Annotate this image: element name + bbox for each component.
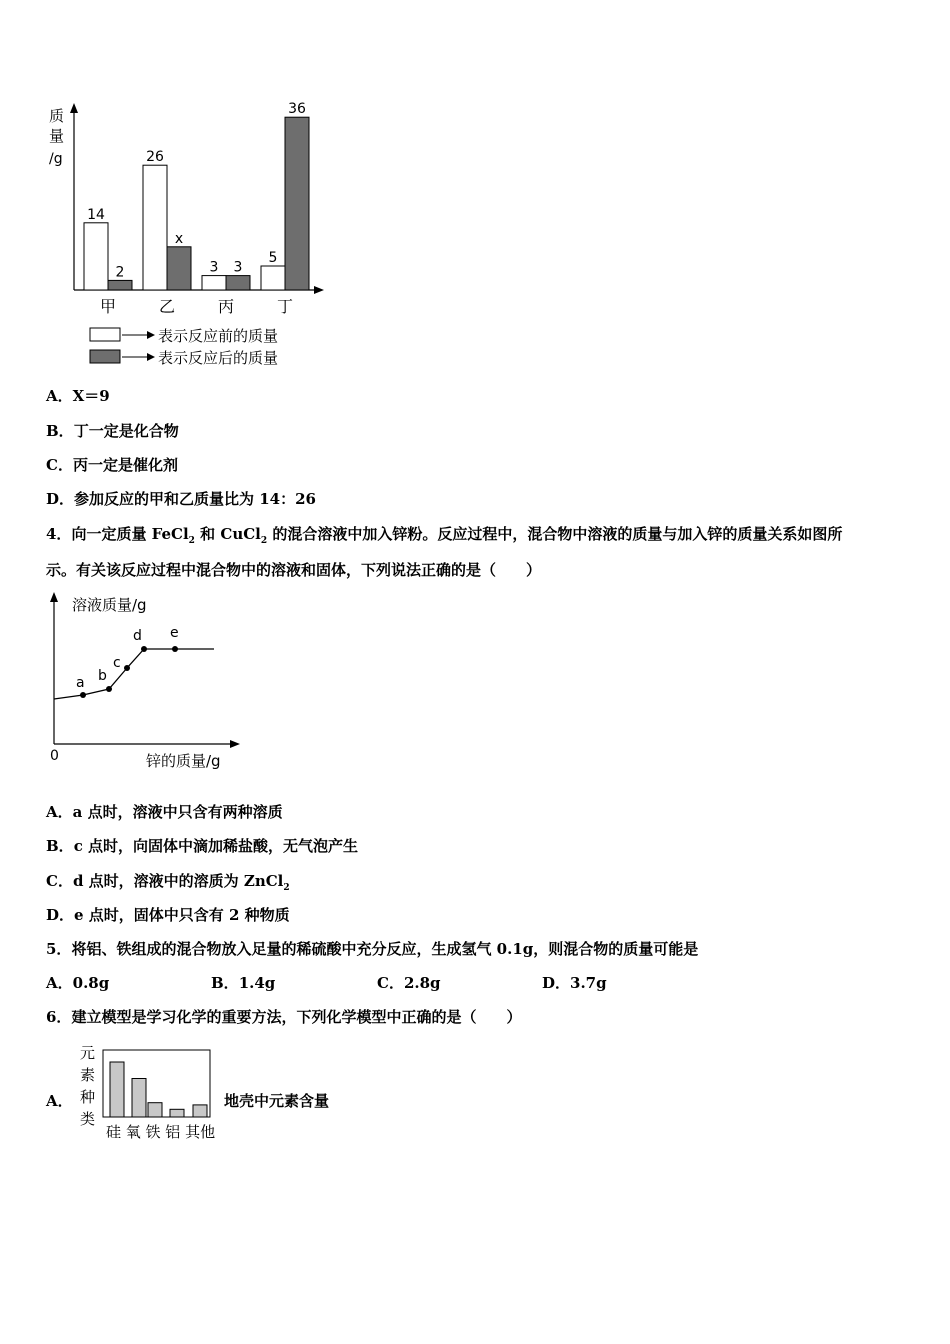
x-axis-category-labels: 硅 氧 铁 铝 其他 (106, 1123, 216, 1141)
option-letter: A． (46, 974, 73, 992)
q4-option-c[interactable] (46, 870, 290, 893)
point-a (80, 692, 86, 698)
point-label-d: d (133, 628, 142, 644)
bar-after (167, 247, 191, 290)
bar-value-label: 3 (233, 259, 243, 276)
bar-其他 (193, 1105, 207, 1117)
option-text: 3.7g (570, 974, 607, 992)
subscript: 2 (188, 536, 195, 546)
category-label: 丁 (276, 297, 294, 316)
q6-option-a-caption: 地壳中元素含量 (224, 1092, 330, 1110)
bar-before (84, 223, 108, 290)
bar-铝 (170, 1109, 184, 1117)
y-axis-label-char: 量 (49, 127, 65, 145)
q5-stem (46, 938, 698, 959)
bar-铁 (148, 1103, 162, 1117)
option-letter: D． (46, 490, 75, 508)
option-text: c 点时，向固体中滴加稀盐酸，无气泡产生 (73, 837, 359, 855)
q3-option-b[interactable] (46, 420, 179, 441)
option-text: 0.8g (72, 974, 110, 992)
option-letter: C． (46, 456, 73, 474)
option-letter: B． (211, 974, 239, 992)
point-d (141, 646, 147, 652)
stem-text: 将铝、铁组成的混合物放入足量的稀硫酸中充分反应，生成氢气 0.1g，则混合物的质量可能是 (71, 940, 699, 958)
q6-stem (46, 1006, 521, 1027)
option-text: 参加反应的甲和乙质量比为 14：26 (74, 490, 316, 508)
category-label: 丙 (217, 297, 235, 316)
bar-after (108, 280, 132, 290)
y-axis-label-char: 元 (80, 1044, 96, 1062)
y-axis-label-char: 素 (80, 1066, 96, 1084)
option-text: d 点时，溶液中的溶质为 ZnCl (72, 872, 284, 890)
option-letter: A． (46, 387, 73, 405)
q5-option-a[interactable] (46, 972, 109, 993)
option-text: 丁一定是化合物 (73, 422, 179, 440)
bar-value-label: x (174, 230, 184, 247)
x-axis-title: 锌的质量/g (146, 752, 221, 770)
legend-swatch-after (90, 350, 120, 363)
legend-swatch-before (90, 328, 120, 341)
bar-value-label: 36 (288, 101, 306, 118)
option-text: X＝9 (72, 387, 110, 405)
q4-stem-line1 (46, 523, 842, 546)
bar-after (285, 117, 309, 290)
q4-stem-line2 (46, 559, 541, 580)
point-label-e: e (170, 625, 179, 641)
y-axis-title: 溶液质量/g (72, 596, 147, 614)
mass-bar-chart (40, 95, 340, 375)
option-letter: C． (46, 872, 73, 890)
data-line (54, 649, 214, 699)
subscript: 2 (260, 536, 268, 546)
option-letter: A． (46, 803, 73, 821)
option-letter: B． (46, 837, 74, 855)
category-label: 甲 (99, 297, 117, 316)
point-label-c: c (113, 655, 121, 671)
legend-label-after: 表示反应后的质量 (158, 349, 279, 367)
y-axis-label-char: /g (49, 151, 63, 167)
point-c (124, 665, 130, 671)
point-label-b: b (98, 668, 107, 684)
q5-option-d[interactable] (542, 972, 607, 993)
legend-label-before: 表示反应前的质量 (158, 327, 279, 345)
option-text: 2.8g (403, 974, 441, 992)
q5-option-c[interactable] (377, 972, 441, 993)
q3-option-a[interactable] (46, 385, 110, 406)
stem-text: 的混合溶液中加入锌粉。反应过程中，混合物中溶液的质量与加入锌的质量关系如图所 (267, 525, 843, 543)
option-text: 1.4g (238, 974, 276, 992)
point-label-a: a (76, 675, 85, 691)
question-number: 4． (46, 525, 72, 543)
q3-option-c[interactable] (46, 454, 178, 475)
stem-text: 向一定质量 FeCl (71, 525, 189, 543)
q4-option-a[interactable] (46, 801, 283, 822)
solution-mass-line-chart (44, 590, 254, 770)
option-letter: B． (46, 422, 74, 440)
legend-arrow-head (147, 353, 155, 361)
option-text: 丙一定是催化剂 (72, 456, 178, 474)
x-axis-arrow (314, 286, 324, 294)
x-axis-arrow (230, 740, 240, 748)
category-label: 乙 (158, 297, 176, 316)
bar-before (202, 276, 226, 290)
bar-after (226, 276, 250, 290)
stem-text: 和 CuCl (194, 525, 261, 543)
question-number: 6． (46, 1008, 72, 1026)
subscript: 2 (283, 883, 290, 893)
option-letter: D． (542, 974, 571, 992)
q4-option-b[interactable] (46, 835, 358, 856)
point-e (172, 646, 178, 652)
q4-option-d[interactable] (46, 904, 290, 925)
y-axis-label-char: 质 (49, 107, 65, 125)
y-axis-label-char: 种 (80, 1088, 96, 1106)
option-letter: D． (46, 906, 75, 924)
bar-value-label: 3 (209, 259, 219, 276)
bar-氧 (132, 1079, 146, 1118)
y-axis-arrow (70, 103, 78, 113)
option-text: a 点时，溶液中只含有两种溶质 (72, 803, 283, 821)
bar-before (261, 266, 285, 290)
stem-text: 建立模型是学习化学的重要方法，下列化学模型中正确的是（ ） (71, 1008, 522, 1026)
q6-option-a-letter[interactable]: A． (46, 1092, 73, 1110)
y-axis-label-char: 类 (80, 1110, 96, 1128)
stem-text: 示。有关该反应过程中混合物中的溶液和固体，下列说法正确的是（ ） (46, 561, 542, 579)
origin-label: 0 (50, 748, 59, 764)
crust-element-bar-chart (76, 1040, 226, 1144)
bar-value-label: 2 (115, 264, 125, 281)
bar-before (143, 165, 167, 290)
q3-option-d[interactable] (46, 488, 316, 509)
legend-arrow-head (147, 331, 155, 339)
question-number: 5． (46, 940, 72, 958)
q5-option-b[interactable] (211, 972, 275, 993)
point-b (106, 686, 112, 692)
option-text: e 点时，固体中只含有 2 种物质 (74, 906, 290, 924)
bar-硅 (110, 1062, 124, 1117)
bar-value-label: 14 (87, 206, 105, 223)
bar-value-label: 5 (268, 250, 278, 266)
y-axis-arrow (50, 592, 58, 602)
bar-value-label: 26 (146, 149, 164, 166)
option-letter: C． (377, 974, 404, 992)
